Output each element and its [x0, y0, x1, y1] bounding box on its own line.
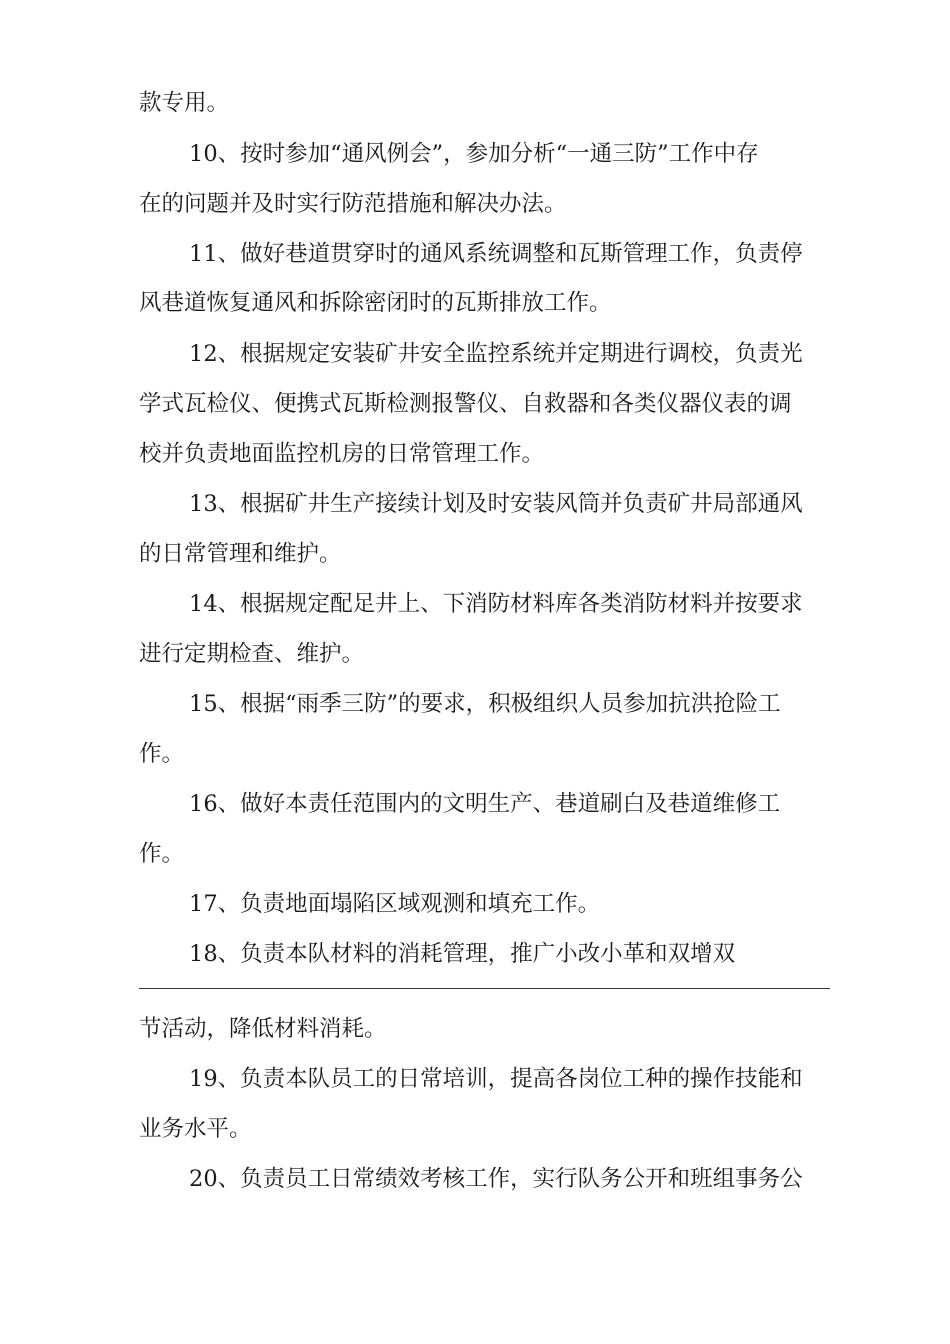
text-line: 的日常管理和维护。 [139, 541, 342, 567]
text-line: 10、按时参加“通风例会”，参加分析“一通三防”工作中存 [189, 141, 759, 167]
text-line: 20、负责员工日常绩效考核工作，实行队务公开和班组事务公 [189, 1166, 803, 1192]
text-line: 12、根据规定安装矿井安全监控系统并定期进行调校，负责光 [189, 341, 803, 367]
text-line: 18、负责本队材料的消耗管理，推广小改小革和双增双 [189, 941, 736, 967]
text-line: 13、根据矿井生产接续计划及时安装风筒并负责矿井局部通风 [189, 491, 803, 517]
text-line: 16、做好本责任范围内的文明生产、巷道刷白及巷道维修工 [189, 791, 781, 817]
text-line: 作。 [139, 841, 185, 867]
text-line: 节活动，降低材料消耗。 [139, 1016, 387, 1042]
text-line: 11、做好巷道贯穿时的通风系统调整和瓦斯管理工作，负责停 [189, 241, 803, 267]
text-line: 款专用。 [139, 90, 230, 116]
page-break-divider [139, 988, 830, 989]
text-line: 19、负责本队员工的日常培训，提高各岗位工种的操作技能和 [189, 1066, 803, 1092]
text-line: 进行定期检查、维护。 [139, 641, 365, 667]
text-line: 15、根据“雨季三防”的要求，积极组织人员参加抗洪抢险工 [189, 691, 781, 717]
text-line: 17、负责地面塌陷区域观测和填充工作。 [189, 891, 601, 917]
text-line: 在的问题并及时实行防范措施和解决办法。 [139, 191, 567, 217]
text-line: 校并负责地面监控机房的日常管理工作。 [139, 441, 545, 467]
text-line: 业务水平。 [139, 1116, 252, 1142]
text-line: 学式瓦检仪、便携式瓦斯检测报警仪、自救器和各类仪器仪表的调 [139, 391, 792, 417]
text-line: 风巷道恢复通风和拆除密闭时的瓦斯排放工作。 [139, 290, 612, 316]
text-line: 作。 [139, 741, 185, 767]
text-line: 14、根据规定配足井上、下消防材料库各类消防材料并按要求 [189, 591, 803, 617]
